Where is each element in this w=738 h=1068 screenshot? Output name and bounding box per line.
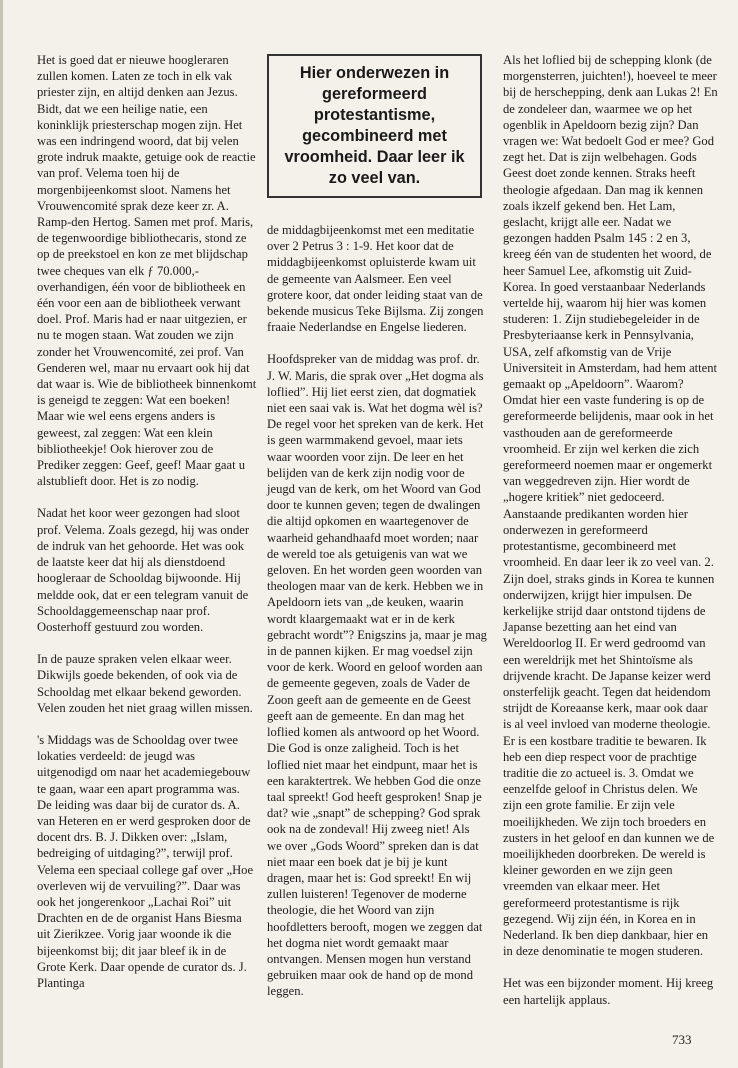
paragraph: In de pauze spraken velen elkaar weer. Dikwijls goede bekenden, of ook via de Schooldag met elkaar bekend geworden. Velen zouden het niet graag willen missen. — [37, 652, 253, 715]
paragraph: 's Middags was de Schooldag over twee lokaties verdeeld: de jeugd was uitgenodigd om naar het academiegebouw te gaan, waar een apart programma was. De leiding was daar bij de curator ds. A. van Heteren en er werd gesproken door de docent drs. B. J. Dikken over: „Islam, bedreiging of uitdaging?”, terwijl prof. Velema een speciaal college gaf over „Hoe overleven wij de vervuiling?”. Daar was ook het jongerenkoor „Lachai Roi” uit Drachten en de de organist Hans Biesma uit Zierikzee. Vorig jaar woonde ik die bijeenkomst bij; dit jaar bleef ik in de Grote Kerk. Daar opende de curator ds. J. Plantinga — [37, 732, 254, 990]
column-right — [503, 52, 719, 1024]
page-number: 733 — [672, 1032, 692, 1047]
pull-quote-box — [267, 54, 482, 198]
paragraph: de middagbijeenkomst met een meditatie over 2 Petrus 3 : 1-9. Het koor dat de middagbijeenkomst opluisterde kwam uit de gemeente van Aalsmeer. Een veel grotere koor, dat onder leiding staat van de bekende musicus Teke Bijlsma. Zij zongen fraaie Nederlandse en Engelse liederen. — [267, 223, 484, 335]
paragraph: Als het loflied bij de schepping klonk (de morgensterren, juichten!), hoeveel te meer bij de herschepping, denk aan Lukas 2! En de zondeleer dan, waarmee we op het ogenblik in Apeldoorn bezig zijn? Dan vragen we: Wat bedoelt God er mee? God zegt het. Dat is zijn welbehagen. Gods Geest doet zonde kennen. Straks heeft theologie afgedaan. Dan mag ik kennen zoals ikzelf gekend ben. Het Lam, geslacht, krijgt alle eer. Nadat we gezongen hadden Psalm 145 : 2 en 3, kreeg één van de studenten het woord, de heer Samuel Lee, afkomstig uit Zuid-Korea. In goed verstaanbaar Nederlands vertelde hij, waarom hij hier was komen studeren: 1. Zijn studiebegeleider in de Presbyteriaanse kerk in Pennsylvania, USA, zelf afkomstig van de Vrije Universiteit in Amsterdam, had hem attent gemaakt op „Apeldoorn”. Waarom? Omdat hier een vaste fundering is op de gereformeerde belijdenis, maar ook in het vasthouden aan de gereformeerde vroomheid. Er zijn wel kerken die zich gereformeerd noemen maar er ongemerkt van weggedreven zijn. Hier wordt de „hogere kritiek” niet gedoceerd. Aanstaande predikanten worden hier onderwezen in gereformeerd protestantisme, gecombineerd met vroomheid. En daar leer ik zo veel van. 2. Zijn doel, straks ginds in Korea te kunnen onderwijzen, krijgt hier impulsen. De kerkelijke strijd daar ontstond tijdens de Japanse bezetting aan het eind van Wereldoorlog II. Er werd gedroomd van een wereldrijk met het Shintoïsme als drijvende kracht. De Japanse keizer werd onsterfelijk geacht. Tegen dat heidendom strijdt de Koreaanse kerk, maar ook daar is al veel invloed van moderne theologie. Er is een kostbare traditie te bewaren. Ik heb een diep respect voor de prachtige traditie die zo actueel is. 3. Omdat we eenzelfde geloof in Christus delen. We zijn een grote familie. Er zijn vele moeilijkheden. We zijn toch broeders en zusters in het geloof en dan kunnen we de moeilijkheden doorbreken. De wereld is kleiner geworden en we zijn geen vreemden van elkaar meer. Het gereformeerd protestantisme is rijk gezegend. Wij zijn één, in Korea en in Nederland. Ik ben diep dankbaar, hier en in deze denominatie te mogen studeren. — [503, 53, 718, 959]
paragraph: Het was een bijzonder moment. Hij kreeg een hartelijk applaus. — [503, 976, 714, 1007]
pull-quote-text: Hier onderwezen in gereformeerd protestantisme, gecombineerd met vroomheid. Daar leer ik zo veel van. — [284, 64, 465, 187]
page-edge — [0, 0, 3, 1068]
column-left — [37, 52, 257, 1007]
paragraph: Het is goed dat er nieuwe hoogleraren zullen komen. Laten ze toch in elk vak priester zijn, en altijd denken aan Jezus. Bidt, dat we een heilige natie, een koninklijk priesterschap mogen zijn. Het was een indringend woord, dat bij velen grote indruk maakte, getuige ook de reactie van prof. Velema toen hij de morgenbijeenkomst sloot. Namens het Vrouwencomité sprak deze keer zr. A. Ramp-den Hertog. Samen met prof. Maris, de tegenwoordige bibliothecaris, stond ze op de preekstoel en kon ze met blijdschap twee cheques van elk ƒ 70.000,- overhandigen, één voor de bibliotheek en één voor een aan de bibliotheek verwant doel. Prof. Maris had er naar uitgezien, er nu te mogen staan. Wat zouden we zijn zonder het Vrouwencomité, zei prof. Van Genderen wel, maar nu ervaart ook hij dat dat waar is. Wie de bibliotheek binnenkomt is geneigd te zeggen: Wat een boeken! Maar wie wel eens ergens anders is geweest, zal zeggen: Wat een klein bibliotheekje! Ook hierover zou de Prediker zeggen: Geef, geef! Maar gaat u alstublieft door. Het is zo nodig. — [37, 53, 257, 489]
paragraph: Hoofdspreker van de middag was prof. dr. J. W. Maris, die sprak over „Het dogma als loflied”. Hij liet eerst zien, dat dogmatiek niet een saai vak is. Wat het dogma wèl is? De regel voor het spreken van de kerk. Het is geen warmmakend gevoel, maar iets waar woorden voor zijn. De leer en het belijden van de kerk zijn nodig voor de jeugd van de kerk, om het Woord van God door te kunnen geven; tegen de dwalingen die altijd opkomen en waartegenover de waarheid gehandhaafd moet worden; naar de wereld toe als getuigenis van wat we geloven. En het worden geen woorden van theologen maar van de kerk. Hebben we in Apeldoorn iets van „de keuken, waarin wordt klaargemaakt wat er in de kerk gebracht wordt”? Enigszins ja, maar je mag in de pannen kijken. Er mag voedsel zijn voor de kerk. Woord en geloof worden aan de gemeente gegeven, zoals de Vader de Zoon geeft aan de gemeente en de Geest geeft aan de gemeente. En dan mag het loflied komen als antwoord op het Woord. Die God is onze zaligheid. Toch is het loflied niet maar het eindpunt, maar het is een karaktertrek. We hebben God die onze taal spreekt! God heeft gesproken! Snap je dat? wie „snapt” de schepping? God sprak ook na de zondeval! Hij zweeg niet! Als we over „Gods Woord” spreken dan is dat niet maar een boek dat je bij je kunt dragen, maar het is: God spreekt! En wij zullen luisteren! Tegenover de moderne theologie, die het Woord van zijn hoofdletters berooft, mogen we zeggen dat het dogma niet wordt gemaakt maar ontvangen. Mensen mogen hun verstand gebruiken maar ook de hand op de mond leggen. — [267, 352, 487, 999]
column-middle — [267, 222, 487, 1016]
paragraph: Nadat het koor weer gezongen had sloot prof. Velema. Zoals gezegd, hij was onder de indruk van het gehoorde. Het was ook de laatste keer dat hij als dienstdoend hoogleraar de Schooldag bijwoonde. Hij meldde ook, dat er een telegram vanuit de Schooldaggemeenschap naar prof. Oosterhoff gestuurd zou worden. — [37, 506, 250, 634]
